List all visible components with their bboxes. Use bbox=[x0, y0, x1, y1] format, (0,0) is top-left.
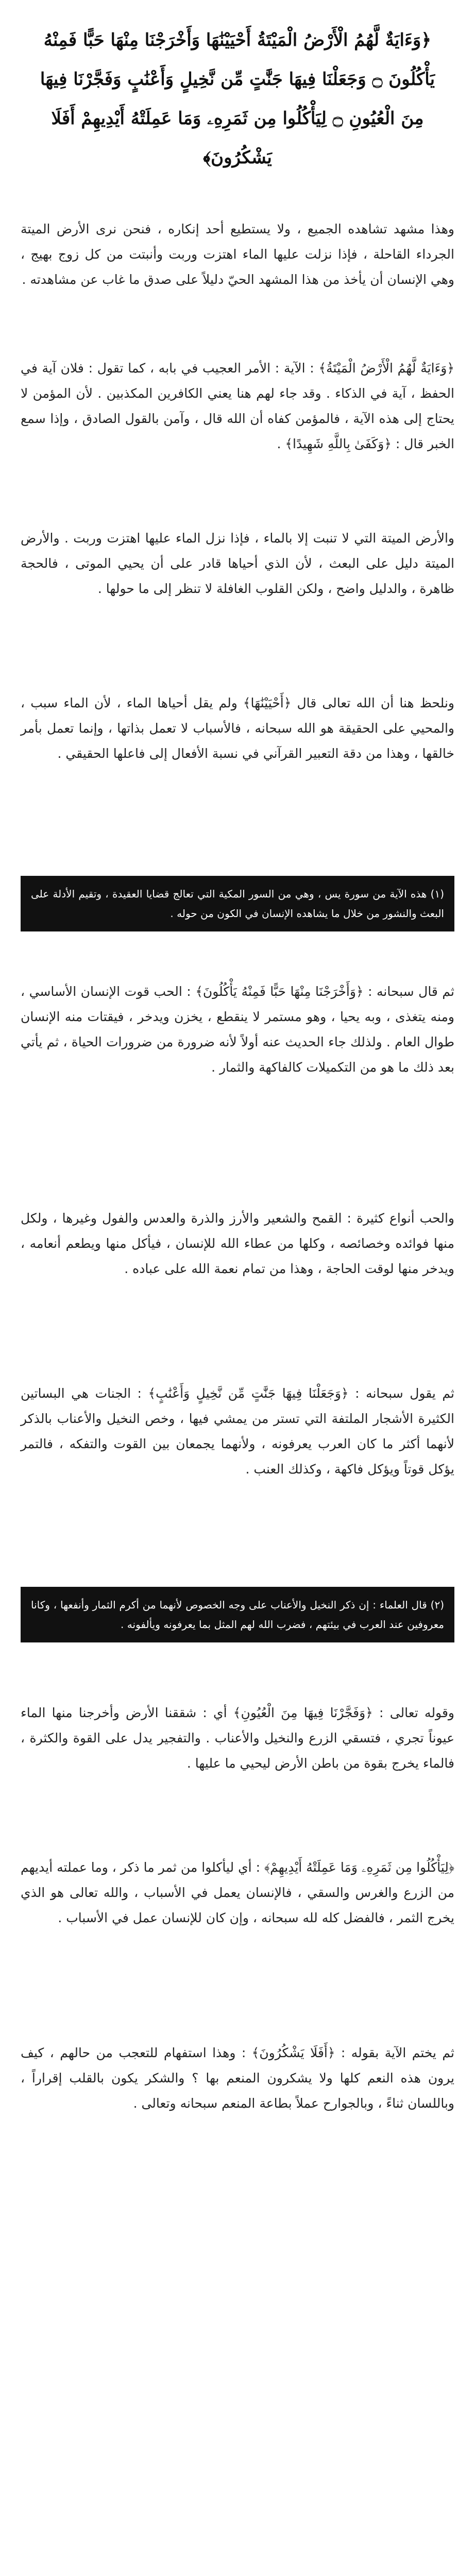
footnote-box-2: (٢) قال العلماء : إن ذكر النخيل والأعناب على وجه الخصوص لأنهما من أكرم الثمار وأنفعها ، وكانا معروفين عند العرب في بيئتهم ، فضرب الله لهم المثل بما يعرفونه ويألفونه . bbox=[21, 1587, 454, 1642]
paragraph-1: وهذا مشهد تشاهده الجميع ، ولا يستطيع أحد إنكاره ، فنحن نرى الأرض الميتة الجرداء القاحلة ، فإذا نزلت عليها الماء اهتزت وربت وأنبتت من كل زوج بهيج ، وهي الإنسان أن يأخذ من هذا المشهد الحيّ دليلاً على صدق ما غاب عن مشاهدته . bbox=[21, 222, 454, 287]
paragraph-3: والأرض الميتة التي لا تنبت إلا بالماء ، فإذا نزل الماء عليها اهتزت وربت . والأرض الميتة دليل على البعث ، لأن الذي أحياها قادر على أن يحيي الموتى ، فالحجة ظاهرة ، والدليل واضح ، ولكن القلوب الغافلة لا تنظر إلى ما حولها . bbox=[21, 531, 454, 596]
paragraph-2: ﴿وَءَايَةٌ لَّهُمُ الْأَرْضُ الْمَيْتَةُ﴾ : الآية : الأمر العجيب في بابه ، كما تقول : فلان آية في الحفظ ، آية في الذكاء . وقد جاء لهم هنا يعني الكافرين المكذبين . لأن المؤمن لا يحتاج إلى هذه الآية ، فالمؤمن كفاه أن الله قال ، وآمن بالقول الصادق ، وإذا سمع الخبر قال : ﴿وَكَفَىٰ بِاللَّهِ شَهِيدًا﴾ . bbox=[21, 361, 454, 451]
paragraph-4: ونلحظ هنا أن الله تعالى قال ﴿أَحْيَيْنَٰهَا﴾ ولم يقل أحياها الماء ، لأن الماء سبب ، والمحيي على الحقيقة هو الله سبحانه ، فالأسباب لا تعمل بذاتها ، وإنما تعمل بأمر خالقها ، وهذا من دقة التعبير القرآني في نسبة الأفعال إلى فاعلها الحقيقي . bbox=[21, 696, 454, 761]
opening-verse-text: ﴿وَءَايَةٌ لَّهُمُ الْأَرْضُ الْمَيْتَةُ أَحْيَيْنَٰهَا وَأَخْرَجْنَا مِنْهَا حَبًّا فَمِنْهُ يَأْكُلُونَ ۝ وَجَعَلْنَا فِيهَا جَنَّٰتٍ مِّن نَّخِيلٍ وَأَعْنَٰبٍ وَفَجَّرْنَا فِيهَا مِنَ الْعُيُونِ ۝ لِيَأْكُلُوا مِن ثَمَرِهِۦ وَمَا عَمِلَتْهُ أَيْدِيهِمْ أَفَلَا يَشْكُرُونَ﴾ bbox=[40, 30, 435, 168]
footnote-box-1: (١) هذه الآية من سورة يس ، وهي من السور المكية التي تعالج قضايا العقيدة ، وتقيم الأدلة على البعث والنشور من خلال ما يشاهده الإنسان في الكون من حوله . bbox=[21, 876, 454, 931]
paragraph-5: ثم قال سبحانه : ﴿وَأَخْرَجْنَا مِنْهَا حَبًّا فَمِنْهُ يَأْكُلُونَ﴾ : الحب قوت الإنسان الأساسي ، ومنه يتغذى ، وبه يحيا ، وهو مستمر لا ينقطع ، يخزن ويدخر ، فيقتات منه الإنسان طوال العام . ولذلك جاء الحديث عنه أولاً لأنه ضرورة من ضرورات الحياة ، ثم يأتي بعد ذلك ما هو من التكميلات كالفاكهة والثمار . bbox=[21, 984, 454, 1075]
paragraph-8: وقوله تعالى : ﴿وَفَجَّرْنَا فِيهَا مِنَ الْعُيُونِ﴾ أي : شققنا الأرض وأخرجنا منها الماء عيوناً تجري ، فتسقي الزرع والنخيل والأعناب . والتفجير يدل على القوة والكثرة ، فالماء يخرج بقوة من باطن الأرض ليحيي ما عليها . bbox=[21, 1705, 454, 1771]
paragraph-7: ثم يقول سبحانه : ﴿وَجَعَلْنَا فِيهَا جَنَّٰتٍ مِّن نَّخِيلٍ وَأَعْنَٰبٍ﴾ : الجنات هي البساتين الكثيرة الأشجار الملتفة التي تستر من يمشي فيها ، وخص النخيل والأعناب بالذكر لأنهما أكثر ما كان العرب يعرفونه ، ولأنهما يجمعان بين القوت والتفكه ، فالتمر يؤكل قوتاً ويؤكل فاكهة ، وكذلك العنب . bbox=[21, 1386, 454, 1477]
paragraph-10: ثم يختم الآية بقوله : ﴿أَفَلَا يَشْكُرُونَ﴾ : وهذا استفهام للتعجب من حالهم ، كيف يرون هذه النعم كلها ولا يشكرون المنعم بها ؟ والشكر يكون بالقلب إقراراً ، وباللسان ثناءً ، وبالجوارح عملاً بطاعة المنعم سبحانه وتعالى . bbox=[21, 2045, 454, 2111]
opening-verse bbox=[31, 21, 444, 196]
paragraph-6: والحب أنواع كثيرة : القمح والشعير والأرز والذرة والعدس والفول وغيرها ، ولكل منها فوائده وخصائصه ، وكلها من عطاء الله للإنسان ، فيأكل منها ويطعم أنعامه ، ويدخر منها لوقت الحاجة ، وهذا من تمام نعمة الله على عباده . bbox=[21, 1211, 454, 1276]
paragraph-9: ﴿لِيَأْكُلُوا مِن ثَمَرِهِۦ وَمَا عَمِلَتْهُ أَيْدِيهِمْ﴾ : أي ليأكلوا من ثمر ما ذكر ، وما عملته أيديهم من الزرع والغرس والسقي ، فالإنسان يعمل في الأسباب ، والله تعالى هو الذي يخرج الثمر ، فالفضل كله لله سبحانه ، وإن كان للإنسان عمل في الأسباب . bbox=[21, 1860, 454, 1925]
